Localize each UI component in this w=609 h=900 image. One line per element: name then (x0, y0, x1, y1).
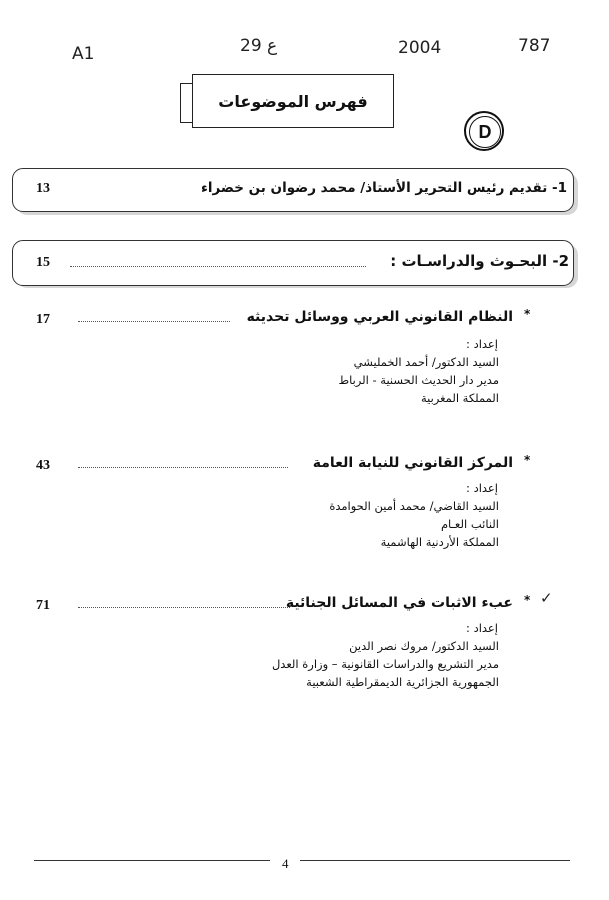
entry-2-marker: * (524, 453, 531, 467)
stamp-seal (464, 111, 504, 151)
section-2-label: 2- البحـوث والدراسـات : (390, 252, 569, 270)
entry-3-line-1: السيد الدكتور/ مروك نصر الدين (349, 639, 499, 653)
entry-3-line-3: الجمهورية الجزائرية الديمقراطية الشعبية (306, 675, 499, 689)
entry-3-page: 71 (36, 598, 50, 613)
entry-1-line-1: السيد الدكتور/ أحمد الخمليشي (353, 355, 499, 369)
entry-2-line-3: المملكة الأردنية الهاشمية (380, 535, 499, 549)
footer-page-number: 4 (282, 856, 289, 871)
page-title: فهرس الموضوعات (218, 91, 368, 111)
entry-2-page: 43 (36, 458, 50, 473)
handwritten-ref-left: A1 (72, 44, 95, 64)
section-1-page: 13 (36, 181, 50, 196)
entry-3-prepared: إعداد : (466, 621, 498, 635)
entry-1-prepared: إعداد : (466, 337, 498, 351)
footer-rule-left (34, 860, 270, 861)
entry-3-marker: * (524, 593, 531, 607)
entry-2-leader (78, 467, 288, 468)
entry-2-line-2: النائب العـام (440, 517, 499, 531)
handwritten-check: ✓ (540, 589, 553, 607)
handwritten-issue: 29 ع (240, 36, 278, 56)
handwritten-code: 787 (518, 36, 551, 56)
entry-3-leader (78, 607, 290, 608)
entry-1-line-3: المملكة المغربية (420, 391, 499, 405)
entry-2-line-1: السيد القاضي/ محمد أمين الحوامدة (329, 499, 499, 513)
section-2-leader (70, 266, 366, 267)
entry-1-line-2: مدير دار الحديث الحسنية - الرباط (338, 373, 499, 387)
title-box (192, 74, 394, 128)
footer-rule-right (300, 860, 570, 861)
section-2-page: 15 (36, 255, 50, 270)
entry-1-leader (78, 321, 230, 322)
entry-2-title: المركز القانوني للنيابة العامة (312, 455, 513, 471)
handwritten-year: 2004 (398, 38, 442, 58)
entry-1-marker: * (524, 307, 531, 321)
entry-3-title: عبء الاثبات في المسائل الجنائية (285, 595, 513, 611)
stamp-letter: D (469, 116, 501, 148)
entry-1-page: 17 (36, 312, 50, 327)
entry-1-title: النظام القانوني العربي ووسائل تحديثه (246, 309, 513, 325)
entry-3-line-2: مدير التشريع والدراسات القانونية – وزارة العدل (271, 657, 499, 671)
entry-2-prepared: إعداد : (466, 481, 498, 495)
section-1-label: 1- تقديم رئيس التحرير الأستاذ/ محمد رضوان بن خضراء (200, 180, 567, 196)
